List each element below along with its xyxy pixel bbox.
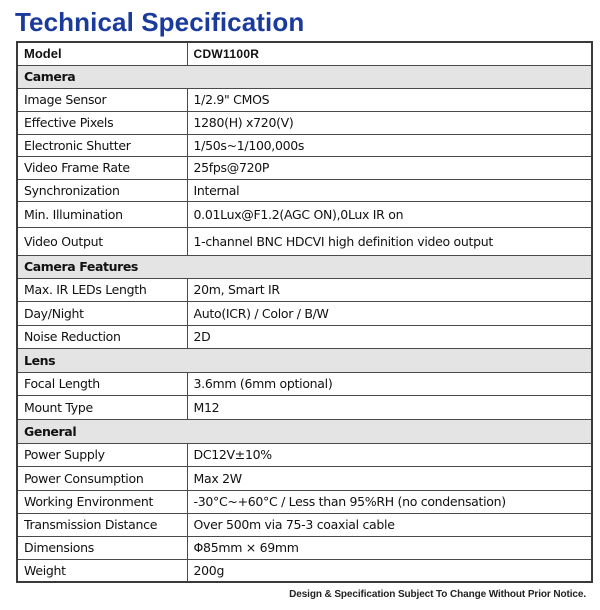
spec-label: Video Output	[17, 227, 187, 255]
spec-label: Mount Type	[17, 395, 187, 419]
page-title: Technical Specification	[15, 7, 305, 37]
spec-value: 1-channel BNC HDCVI high definition video output	[187, 227, 592, 255]
spec-row	[17, 134, 592, 156]
model-value: CDW1100R	[187, 42, 592, 65]
spec-label: Power Supply	[17, 443, 187, 466]
section-header: Lens	[17, 348, 592, 372]
spec-value: Φ85mm × 69mm	[187, 536, 592, 559]
spec-row	[17, 395, 592, 419]
spec-label: Min. Illumination	[17, 201, 187, 227]
section-header: General	[17, 419, 592, 443]
spec-label: Transmission Distance	[17, 513, 187, 536]
spec-row	[17, 301, 592, 325]
section-header: Camera	[17, 65, 592, 88]
model-label: Model	[17, 42, 187, 65]
spec-row	[17, 490, 592, 513]
spec-label: Synchronization	[17, 179, 187, 201]
section-header-row	[17, 255, 592, 278]
spec-label: Dimensions	[17, 536, 187, 559]
spec-row	[17, 536, 592, 559]
spec-row	[17, 111, 592, 134]
spec-value: Over 500m via 75-3 coaxial cable	[187, 513, 592, 536]
model-row	[17, 42, 592, 65]
spec-value: 1/2.9" CMOS	[187, 88, 592, 111]
spec-value: 20m, Smart IR	[187, 278, 592, 301]
section-header-row	[17, 65, 592, 88]
section-header: Camera Features	[17, 255, 592, 278]
spec-row	[17, 372, 592, 395]
spec-label: Weight	[17, 559, 187, 582]
spec-value: 25fps@720P	[187, 156, 592, 179]
spec-value: 1/50s~1/100,000s	[187, 134, 592, 156]
disclaimer-note: Design & Specification Subject To Change Without Prior Notice.	[289, 589, 586, 600]
spec-value: 200g	[187, 559, 592, 582]
spec-label: Day/Night	[17, 301, 187, 325]
spec-label: Electronic Shutter	[17, 134, 187, 156]
spec-value: 0.01Lux@F1.2(AGC ON),0Lux IR on	[187, 201, 592, 227]
spec-label: Focal Length	[17, 372, 187, 395]
spec-row	[17, 201, 592, 227]
section-header-row	[17, 419, 592, 443]
spec-value: 1280(H) x720(V)	[187, 111, 592, 134]
spec-row	[17, 179, 592, 201]
spec-row	[17, 325, 592, 348]
spec-label: Noise Reduction	[17, 325, 187, 348]
spec-value: 2D	[187, 325, 592, 348]
spec-row	[17, 559, 592, 582]
spec-label: Effective Pixels	[17, 111, 187, 134]
spec-label: Working Environment	[17, 490, 187, 513]
spec-value: Max 2W	[187, 466, 592, 490]
spec-table	[16, 41, 593, 583]
spec-row	[17, 278, 592, 301]
spec-value: -30°C~+60°C / Less than 95%RH (no condensation)	[187, 490, 592, 513]
spec-row	[17, 443, 592, 466]
spec-value: Auto(ICR) / Color / B/W	[187, 301, 592, 325]
spec-value: M12	[187, 395, 592, 419]
spec-row	[17, 88, 592, 111]
spec-row	[17, 227, 592, 255]
spec-label: Max. IR LEDs Length	[17, 278, 187, 301]
spec-value: 3.6mm (6mm optional)	[187, 372, 592, 395]
spec-label: Video Frame Rate	[17, 156, 187, 179]
spec-value: Internal	[187, 179, 592, 201]
spec-row	[17, 156, 592, 179]
spec-label: Image Sensor	[17, 88, 187, 111]
spec-value: DC12V±10%	[187, 443, 592, 466]
spec-label: Power Consumption	[17, 466, 187, 490]
spec-row	[17, 466, 592, 490]
section-header-row	[17, 348, 592, 372]
spec-row	[17, 513, 592, 536]
